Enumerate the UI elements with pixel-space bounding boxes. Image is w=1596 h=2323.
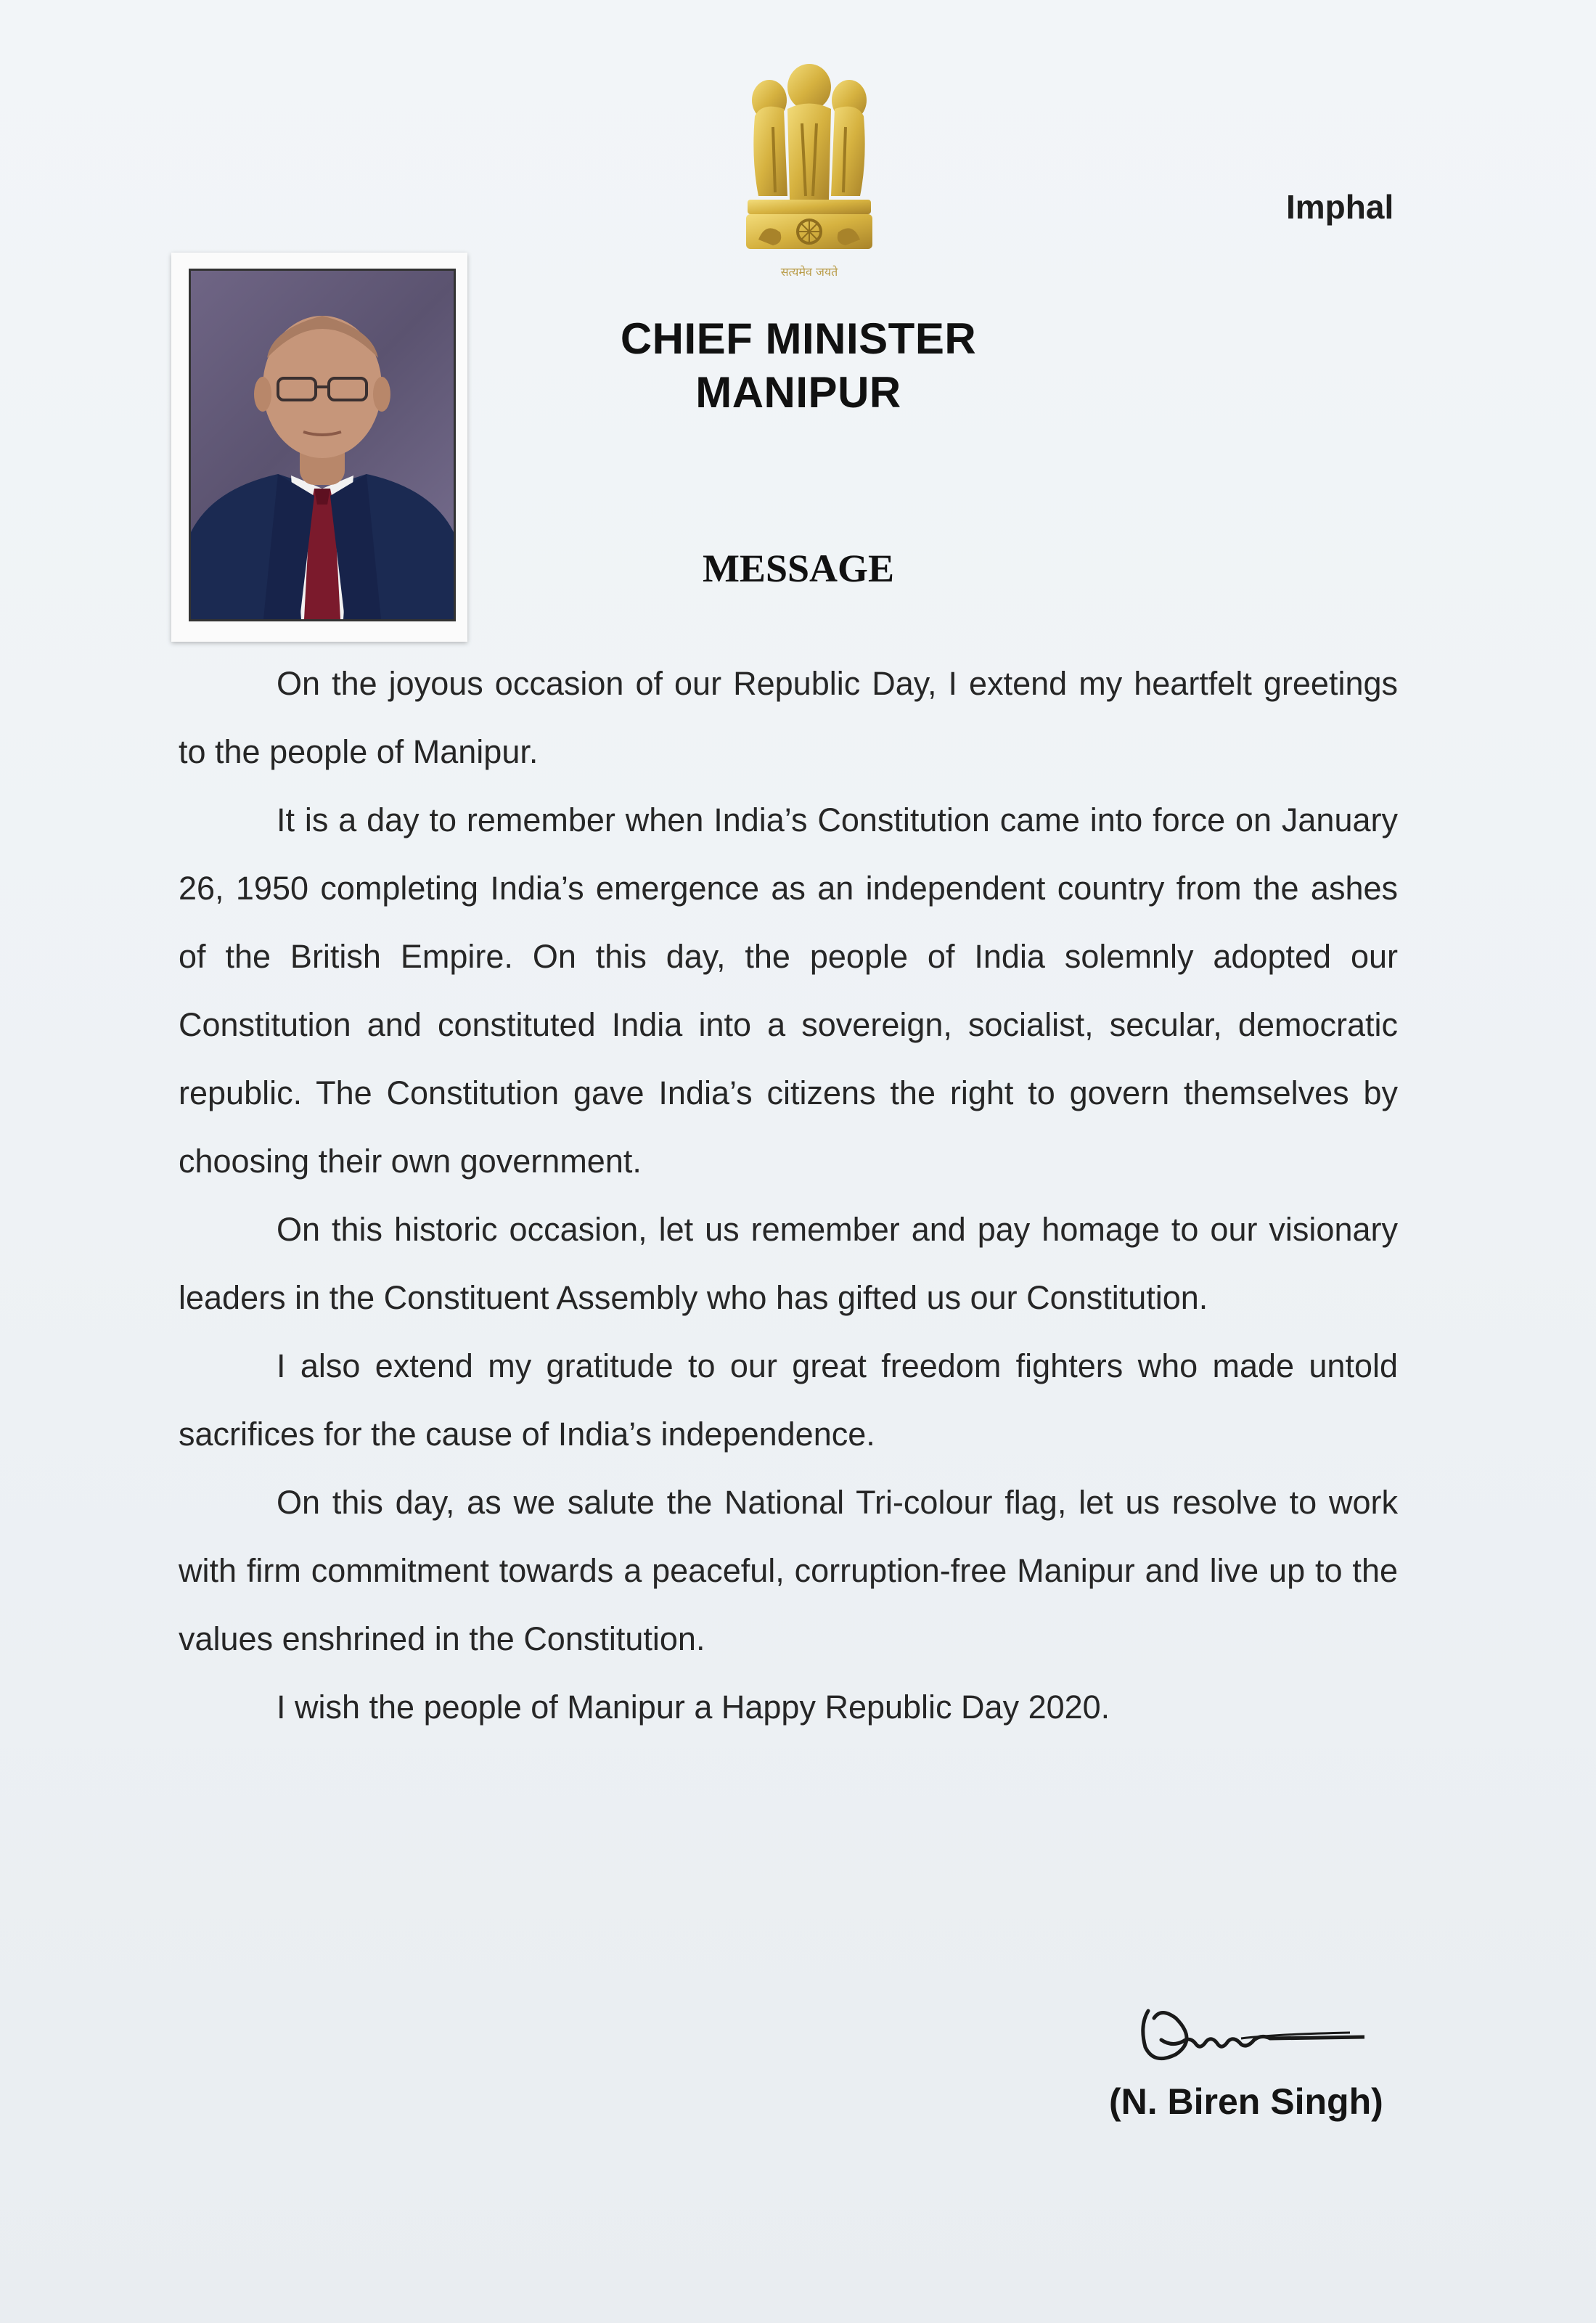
national-emblem-icon bbox=[733, 58, 885, 290]
message-title: MESSAGE bbox=[702, 547, 895, 590]
city-label: Imphal bbox=[1286, 188, 1394, 226]
emblem-motto: सत्यमेव जयते bbox=[780, 265, 838, 279]
message-paragraph: On the joyous occasion of our Republic Day, I extend my heartfelt greetings to the people of Manipur. bbox=[179, 665, 1398, 770]
message-paragraph: I also extend my gratitude to our great freedom fighters who made untold sacrifices for the cause of India’s independence. bbox=[179, 1347, 1398, 1453]
message-paragraph: It is a day to remember when India’s Constitution came into force on January 26, 1950 completing India’s emergence as an independent country from the ashes of the British Empire. On this day, the people of India solemnly adopted our Constitution and constituted India into a sovereign, socialist, secular, democratic republic. The Constitution gave India’s citizens the right to govern themselves by choosing their own government. bbox=[179, 801, 1398, 1180]
portrait-frame bbox=[171, 253, 467, 642]
message-body bbox=[179, 650, 1398, 1742]
office-title-line-2: MANIPUR bbox=[695, 368, 901, 417]
message-paragraph: I wish the people of Manipur a Happy Republic Day 2020. bbox=[277, 1689, 1110, 1726]
office-title-line-1: CHIEF MINISTER bbox=[620, 314, 977, 363]
signature-icon bbox=[1132, 1996, 1364, 2076]
message-paragraph: On this day, as we salute the National Tri-colour flag, let us resolve to work with firm commitment towards a peaceful, corruption-free Manipur and live up to the values enshrined in the Constitution. bbox=[179, 1484, 1398, 1657]
message-paragraph: On this historic occasion, let us remember and pay homage to our visionary leaders in the Constituent Assembly who has gifted us our Constitution. bbox=[179, 1211, 1398, 1316]
portrait-photo bbox=[189, 269, 456, 621]
office-title bbox=[566, 312, 1031, 420]
signer-name: (N. Biren Singh) bbox=[1109, 2081, 1383, 2122]
